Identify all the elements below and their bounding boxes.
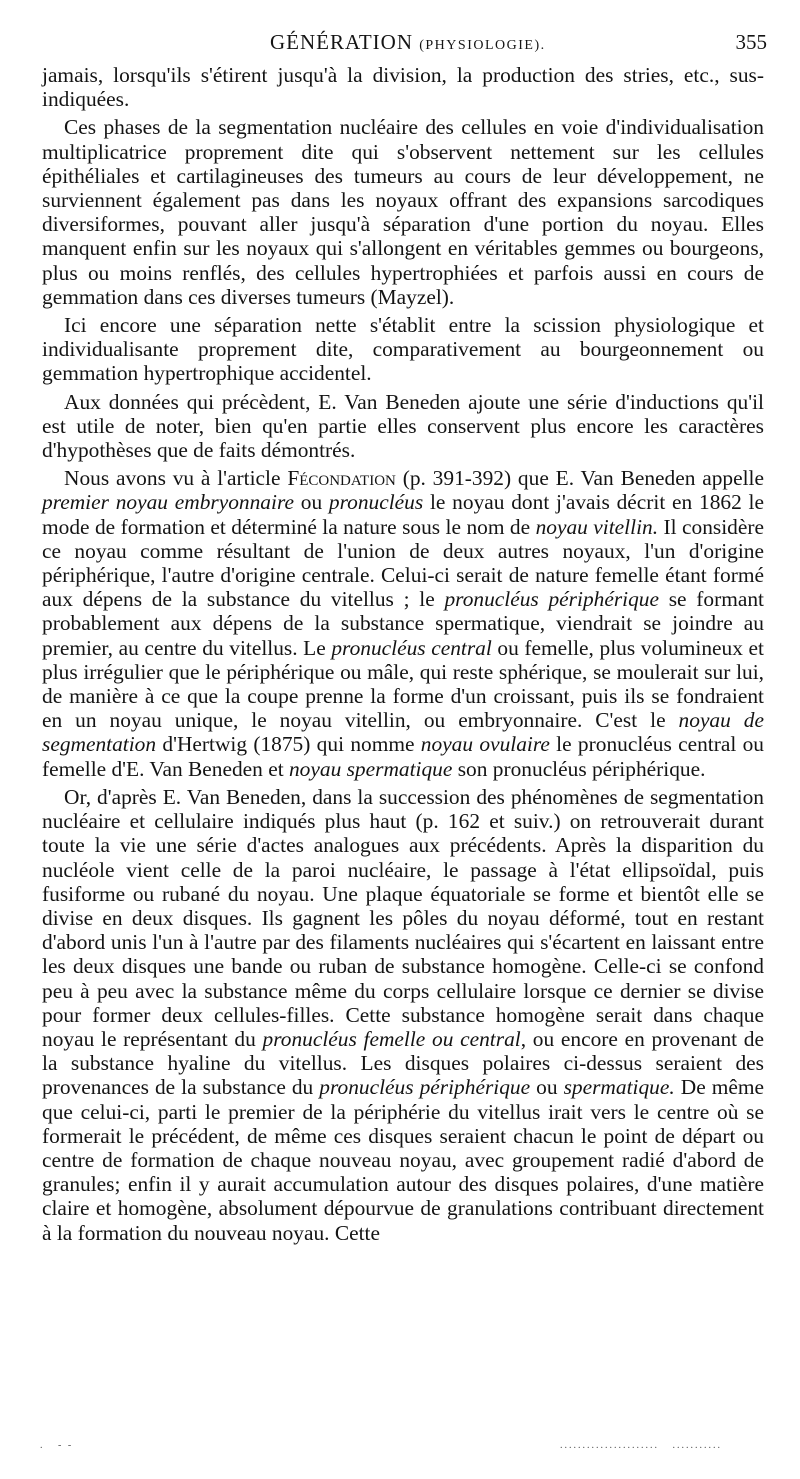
text-run: Or, d'après E. Van Beneden, dans la succession des phénomènes de segmentation nucléaire et cellulaire indiqués plus haut (p. 162 et suiv.) on retrouverait durant toute la vie une série d'actes analogues aux précédents. Après la disparition du nucléole vient celle de la paroi nucléaire, le passage à l'état ellipsoïdal, puis fusiforme ou rubané du noyau. Une plaque équatoriale se forme et bientôt elle se divise en deux disques. Ils gagnent les pôles du noyau déformé, tout en restant d'abord unis l'un à l'autre par des filaments nucléaires qui s'écartent en laissant entre les deux disques une bande ou ruban de substance homogène. Celle-ci se confond peu à peu avec la substance même du corps cellulaire lorsque ce dernier se divise pour former deux cellules-filles. Cette substance homogène serait dans chaque noyau le représentant du [42, 784, 764, 1051]
italic-run: pronucléus périphérique [444, 587, 659, 612]
italic-run: pronucléus périphérique [319, 1075, 531, 1100]
text-run: ou [530, 1075, 564, 1100]
running-title [270, 30, 546, 55]
text-run: ou [293, 490, 329, 515]
text-run: se formant probablement aux dépens de la substance spermatique, viendrait se joindre au premier, au centre du vitellus. Le [42, 587, 764, 660]
paragraph [42, 115, 764, 309]
paragraph [42, 63, 764, 111]
italic-run: premier noyau embryonnaire [42, 490, 294, 515]
italic-run: noyau de segmentation [42, 708, 764, 757]
running-header [40, 30, 767, 60]
text-run: De même que celui-ci, parti le premier de la périphérie du vitellus irait vers le centre où se formerait le précédent, de même ces disques seraient chacun le point de départ ou centre de formation de chaque nouveau noyau, avec groupement radié d'abord de granules; enfin il y aurait accumulation autour des disques polaires, d'une matière claire et homogène, absolument dépourvue de granulations contribuant directement à la formation du nouveau noyau. Cette [42, 1075, 764, 1245]
text-run: Nous avons vu à l'article [64, 466, 288, 491]
italic-run: pronucléus [328, 490, 424, 515]
text-run: (p. 391-392) que E. Van Beneden appelle [395, 466, 764, 491]
text-run: le pronucléus central ou femelle d'E. Van Beneden et [42, 732, 764, 781]
header-title-sub: (PHYSIOLOGIE). [419, 38, 546, 53]
text-run: Fécondation [287, 466, 396, 491]
text-run: d'Hertwig (1875) qui nomme [156, 732, 421, 757]
italic-run: noyau vitellin. [535, 514, 659, 539]
italic-run: noyau ovulaire [420, 732, 550, 757]
page-body [42, 63, 764, 1249]
text-run: son pronucléus périphérique. [452, 756, 706, 781]
paragraph [42, 785, 764, 1245]
paragraph [42, 313, 764, 386]
text-run: Aux données qui précèdent, E. Van Beneden ajoute une série d'inductions qu'il est utile de noter, bien qu'en partie elles conservent plus encore les caractères d'hypothèses que de faits démontrés. [42, 389, 764, 463]
italic-run: spermatique. [563, 1075, 675, 1100]
text-run: Il considère ce noyau comme résultant de l'union de deux autres noyaux, l'un d'origine périphérique, l'autre d'origine centrale. Celui-ci serait de nature femelle étant formé aux dépens de la substance du vitellus ; le [42, 514, 764, 612]
text-run: le noyau dont j'avais décrit en 1862 le mode de formation et déterminé la nature sous le nom de [42, 490, 764, 539]
text-run: ou femelle, plus volumineux et plus irrégulier que le périphérique ou mâle, qui reste sphérique, se moulerait sur lui, de manière à ce que la coupe prenne la forme d'un croissant, puis ils se fondraient en un noyau unique, le noyau vitellin, ou embryonnaire. C'est le [42, 635, 764, 733]
italic-run: pronucléus femelle ou central [262, 1026, 521, 1051]
text-run: , ou encore en provenant de la substance hyaline du vitellus. Les disques polaires ci-dessus seraient des provenances de la substance du [42, 1026, 764, 1100]
paragraph [42, 390, 764, 463]
text-run: Ces phases de la segmentation nucléaire des cellules en voie d'individualisation multiplicatrice proprement dite qui s'observent nettement sur les cellules épithéliales et cartilagineuses des tumeurs au cours de leur développement, ne surviennent également pas dans les noyaux offrant des expansions sarcodiques diversiformes, pouvant aller jusqu'à séparation d'une portion du noyau. Elles manquent enfin sur les noyaux qui s'allongent en véritables gemmes ou bourgeons, plus ou moins renflés, des cellules hypertrophiées et parfois aussi en cours de gemmation dans ces diverses tumeurs (Mayzel). [42, 115, 764, 309]
italic-run: pronucléus central [331, 635, 492, 660]
header-title-main: GÉNÉRATION [270, 30, 413, 54]
text-run: Ici encore une séparation nette s'établit entre la scission physiologique et individualisante proprement dite, comparativement au bourgeonnement ou gemmation hypertrophique accidentel. [42, 313, 764, 386]
footer-marks: . - - ...................... ........... [40, 1440, 722, 1451]
paragraph [42, 466, 764, 781]
italic-run: noyau spermatique [288, 756, 453, 781]
page-number: 355 [735, 30, 767, 54]
text-run: jamais, lorsqu'ils s'étirent jusqu'à la division, la production des stries, etc., sus-indiquées. [42, 63, 764, 112]
